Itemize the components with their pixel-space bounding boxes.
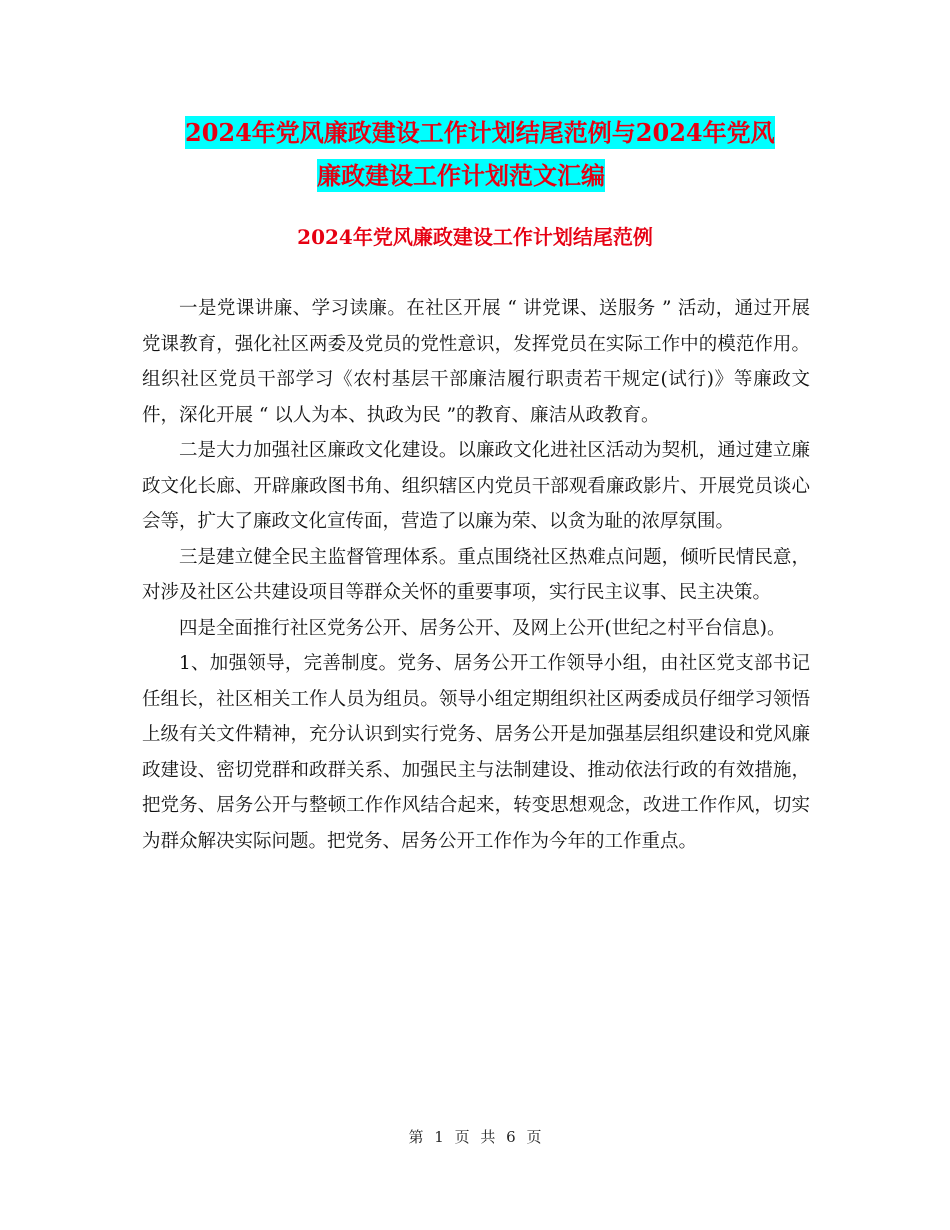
- title-line-2: 廉政建设工作计划范文汇编: [317, 161, 605, 190]
- document-title: [0, 111, 950, 197]
- paragraph: 三是建立健全民主监督管理体系。重点围绕社区热难点问题，倾听民情民意，对涉及社区公共建设项目等群众关怀的重要事项，实行民主议事、民主决策。: [142, 546, 810, 603]
- paragraph: 一是党课讲廉、学习读廉。在社区开展 “ 讲党课、送服务 ” 活动，通过开展党课教育，强化社区两委及党员的党性意识，发挥党员在实际工作中的模范作用。组织社区党员干部学习《农村基层干部廉洁履行职责若干规定(试行)》等廉政文件，深化开展 “ 以人为本、执政为民 ”的教育、廉洁从政教育。: [142, 298, 810, 426]
- title-line-1: 2024年党风廉政建设工作计划结尾范例与2024年党风: [185, 118, 775, 147]
- paragraph: 1、加强领导，完善制度。党务、居务公开工作领导小组，由社区党支部书记任组长，社区相关工作人员为组员。领导小组定期组织社区两委成员仔细学习领悟上级有关文件精神，充分认识到实行党务、居务公开是加强基层组织建设和党风廉政建设、密切党群和政群关系、加强民主与法制建设、推动依法行政的有效措施，把党务、居务公开与整顿工作作风结合起来，转变思想观念，改进工作作风，切实为群众解决实际问题。把党务、居务公开工作作为今年的工作重点。: [142, 653, 810, 852]
- paragraph: 四是全面推行社区党务公开、居务公开、及网上公开(世纪之村平台信息)。: [179, 617, 786, 639]
- section-title: 2024年党风廉政建设工作计划结尾范例: [297, 225, 653, 249]
- document-body: [142, 291, 810, 859]
- paragraph: 二是大力加强社区廉政文化建设。以廉政文化进社区活动为契机，通过建立廉政文化长廊、开辟廉政图书角、组织辖区内党员干部观看廉政影片、开展党员谈心会等，扩大了廉政文化宣传面，营造了以廉为荣、以贪为耻的浓厚氛围。: [142, 440, 810, 532]
- page-footer: 第 1 页 共 6 页: [408, 1128, 542, 1146]
